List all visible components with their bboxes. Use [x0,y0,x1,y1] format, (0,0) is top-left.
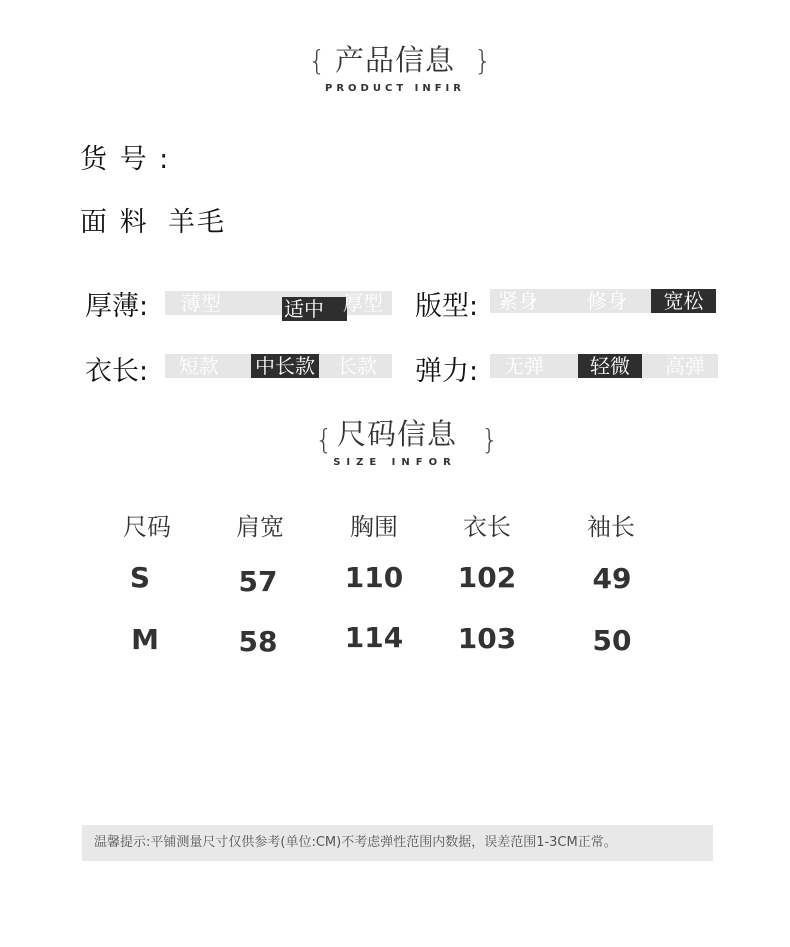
option-tight: 紧身 [498,289,538,313]
fit-label: 版型: [415,291,479,322]
right-brace: } [474,44,492,77]
table-cell-sleeve: 49 [592,562,632,595]
table-cell-sleeve: 50 [592,624,632,657]
option-mid-long-selected: 中长款 [251,354,319,378]
option-slight-stretch-selected: 轻微 [578,354,642,378]
size-info-heading [0,412,790,468]
table-cell-size: M [131,623,159,656]
size-info-subtitle: SIZE INFOR [333,457,457,468]
table-cell-length: 103 [457,622,517,655]
table-cell-chest: 114 [344,621,404,654]
thickness-options [165,291,392,321]
measurement-note: 温馨提示:平铺测量尺寸仅供参考(单位:CM)不考虑弹性范围内数据，误差范围1-3CM正常。 [82,825,713,861]
option-slim: 修身 [587,289,627,313]
option-loose-selected: 宽松 [651,289,716,313]
item-number-label: 货 号 : [80,144,171,175]
option-long: 长款 [337,354,377,378]
table-cell-shoulder: 58 [238,625,278,658]
header-shoulder: 肩宽 [236,513,284,541]
option-high-stretch: 高弹 [665,354,705,378]
table-cell-shoulder: 57 [238,565,278,598]
header-length: 衣长 [463,513,511,541]
thickness-label: 厚薄: [85,291,149,322]
product-info-heading [0,38,790,94]
option-medium-selected: 适中 [282,297,347,321]
fit-options [490,289,716,313]
length-options [165,354,392,378]
option-no-stretch: 无弹 [504,354,544,378]
option-short: 短款 [179,354,219,378]
header-size: 尺码 [123,513,171,541]
fabric-label: 面 料 [80,207,149,238]
option-thin: 薄型 [181,291,221,315]
header-sleeve: 袖长 [587,513,635,541]
product-info-subtitle: PRODUCT INFIR [325,83,465,94]
table-cell-length: 102 [457,561,517,594]
right-brace: } [481,423,499,456]
left-brace: { [308,44,326,77]
elasticity-label: 弹力: [415,356,479,387]
product-info-title: 产品信息 [334,43,455,77]
elasticity-options [490,354,718,378]
left-brace: { [315,423,333,456]
table-cell-size: S [129,561,151,594]
option-thick: 厚型 [343,291,383,315]
table-cell-chest: 110 [344,561,404,594]
header-chest: 胸围 [350,513,398,541]
size-info-title: 尺码信息 [336,417,457,451]
length-label: 衣长: [85,356,149,387]
fabric-value: 羊毛 [168,207,226,238]
